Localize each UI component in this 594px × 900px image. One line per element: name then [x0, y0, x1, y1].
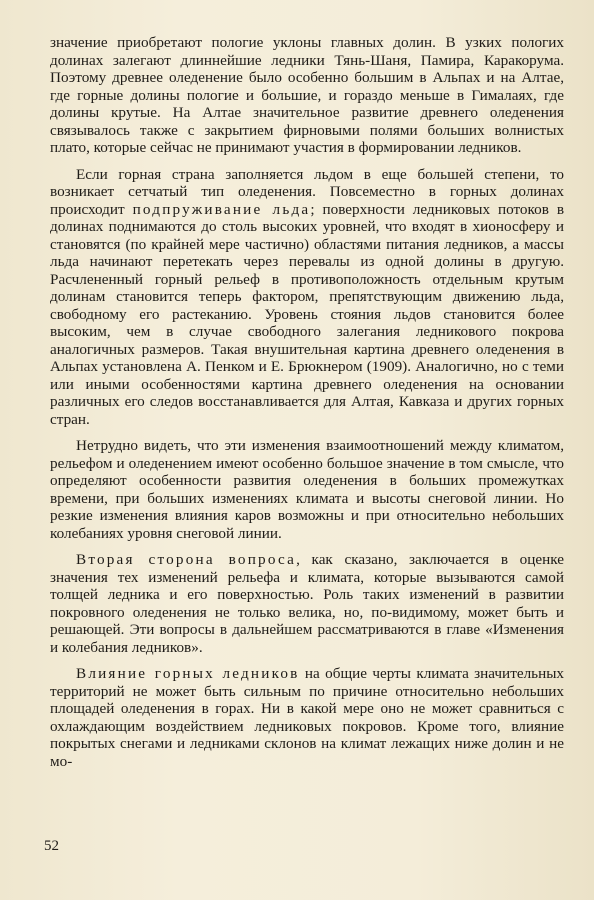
paragraph-4-emphasis: Вторая сторона вопроса: [76, 551, 297, 568]
paragraph-5: [50, 665, 564, 770]
paragraph-3-text: Нетрудно видеть, что эти изменения взаимоотношений между климатом, рельефом и оледенением имеют особенно большое значение в том смысле, что определяют особенности развития оледенения в больших промежутках времени, при больших изменениях климата и высоты снеговой линии. Но резкие изменения влияния каров возможны и при относительно небольших колебаниях уровня снеговой линии.: [50, 437, 564, 542]
paragraph-2: [50, 166, 564, 429]
paragraph-3: [50, 437, 564, 542]
body-text: [50, 34, 564, 770]
paragraph-2-emphasis: подпруживание льда: [132, 200, 311, 218]
paragraph-4: [50, 551, 564, 656]
paragraph-1-text: значение приобретают пологие уклоны главных долин. В узких пологих долинах залегают длиннейшие ледники Тянь-Шаня, Памира, Каракорума. Поэтому древнее оледенение было особенно большим в Альпах и на Алтае, где горные долины пологие и большие, и гораздо меньше в Гималаях, где долины крутые. На Алтае значительное развитие древнего оледенения связывалось также с закрытием фирновыми полями больших волнистых плато, которые сейчас не принимают участия в формировании ледников.: [50, 34, 564, 156]
paragraph-5-emphasis: Влияние горных ледников: [76, 665, 300, 682]
paragraph-4-text: , как сказано, заключается в оценке значения тех изменений рельефа и климата, которые вызываются самой толщей ледника и его поверхностью. Роль таких изменений в развитии покровного оледенения не только велика, но, по-видимому, может быть и решающей. Эти вопросы в дальнейшем рассматриваются в главе «Изменения и колебания ледников».: [50, 551, 565, 656]
paragraph-5-text: на общие черты климата значительных территорий не может быть сильным по причине относительно небольших площадей оледенения в горах. Ни в какой мере оно не может сравниться с охлаждающим воздействием ледниковых покровов. Кроме того, влияние покрытых снегами и ледниками склонов на климат лежащих ниже долин и не мо-: [50, 665, 564, 770]
paragraph-1: [50, 34, 564, 157]
paragraph-2-text-a: Если горная страна заполняется льдом в еще большей степени, то возникает сетчатый тип оледенения. Повсеместно в горных долинах происходит: [50, 165, 564, 218]
paragraph-2-text-b: ; поверхности ледниковых потоков в долинах поднимаются до столь высоких уровней, что входят в хионосферу и становятся (по крайней мере частично) областями питания ледников, а массы льда начинают перетекать через перевалы из одной долины в другую. Расчлененный горный рельеф в противоположность отдельным крутым долинам становится теперь фактором, препятствующим движению льда, свободному его растеканию. Уровень стояния льдов становится более высоким, чем в случае свободного залегания ледникового покрова аналогичных размеров. Такая внушительная картина древнего оледенения в Альпах установлена А. Пенком и Е. Брюкнером (1909). Аналогично, но с теми или иными особенностями картина древнего оледенения на основании различных его следов восстанавливается для Алтая, Кавказа и других горных стран.: [50, 200, 564, 428]
page-number: 52: [44, 838, 59, 854]
